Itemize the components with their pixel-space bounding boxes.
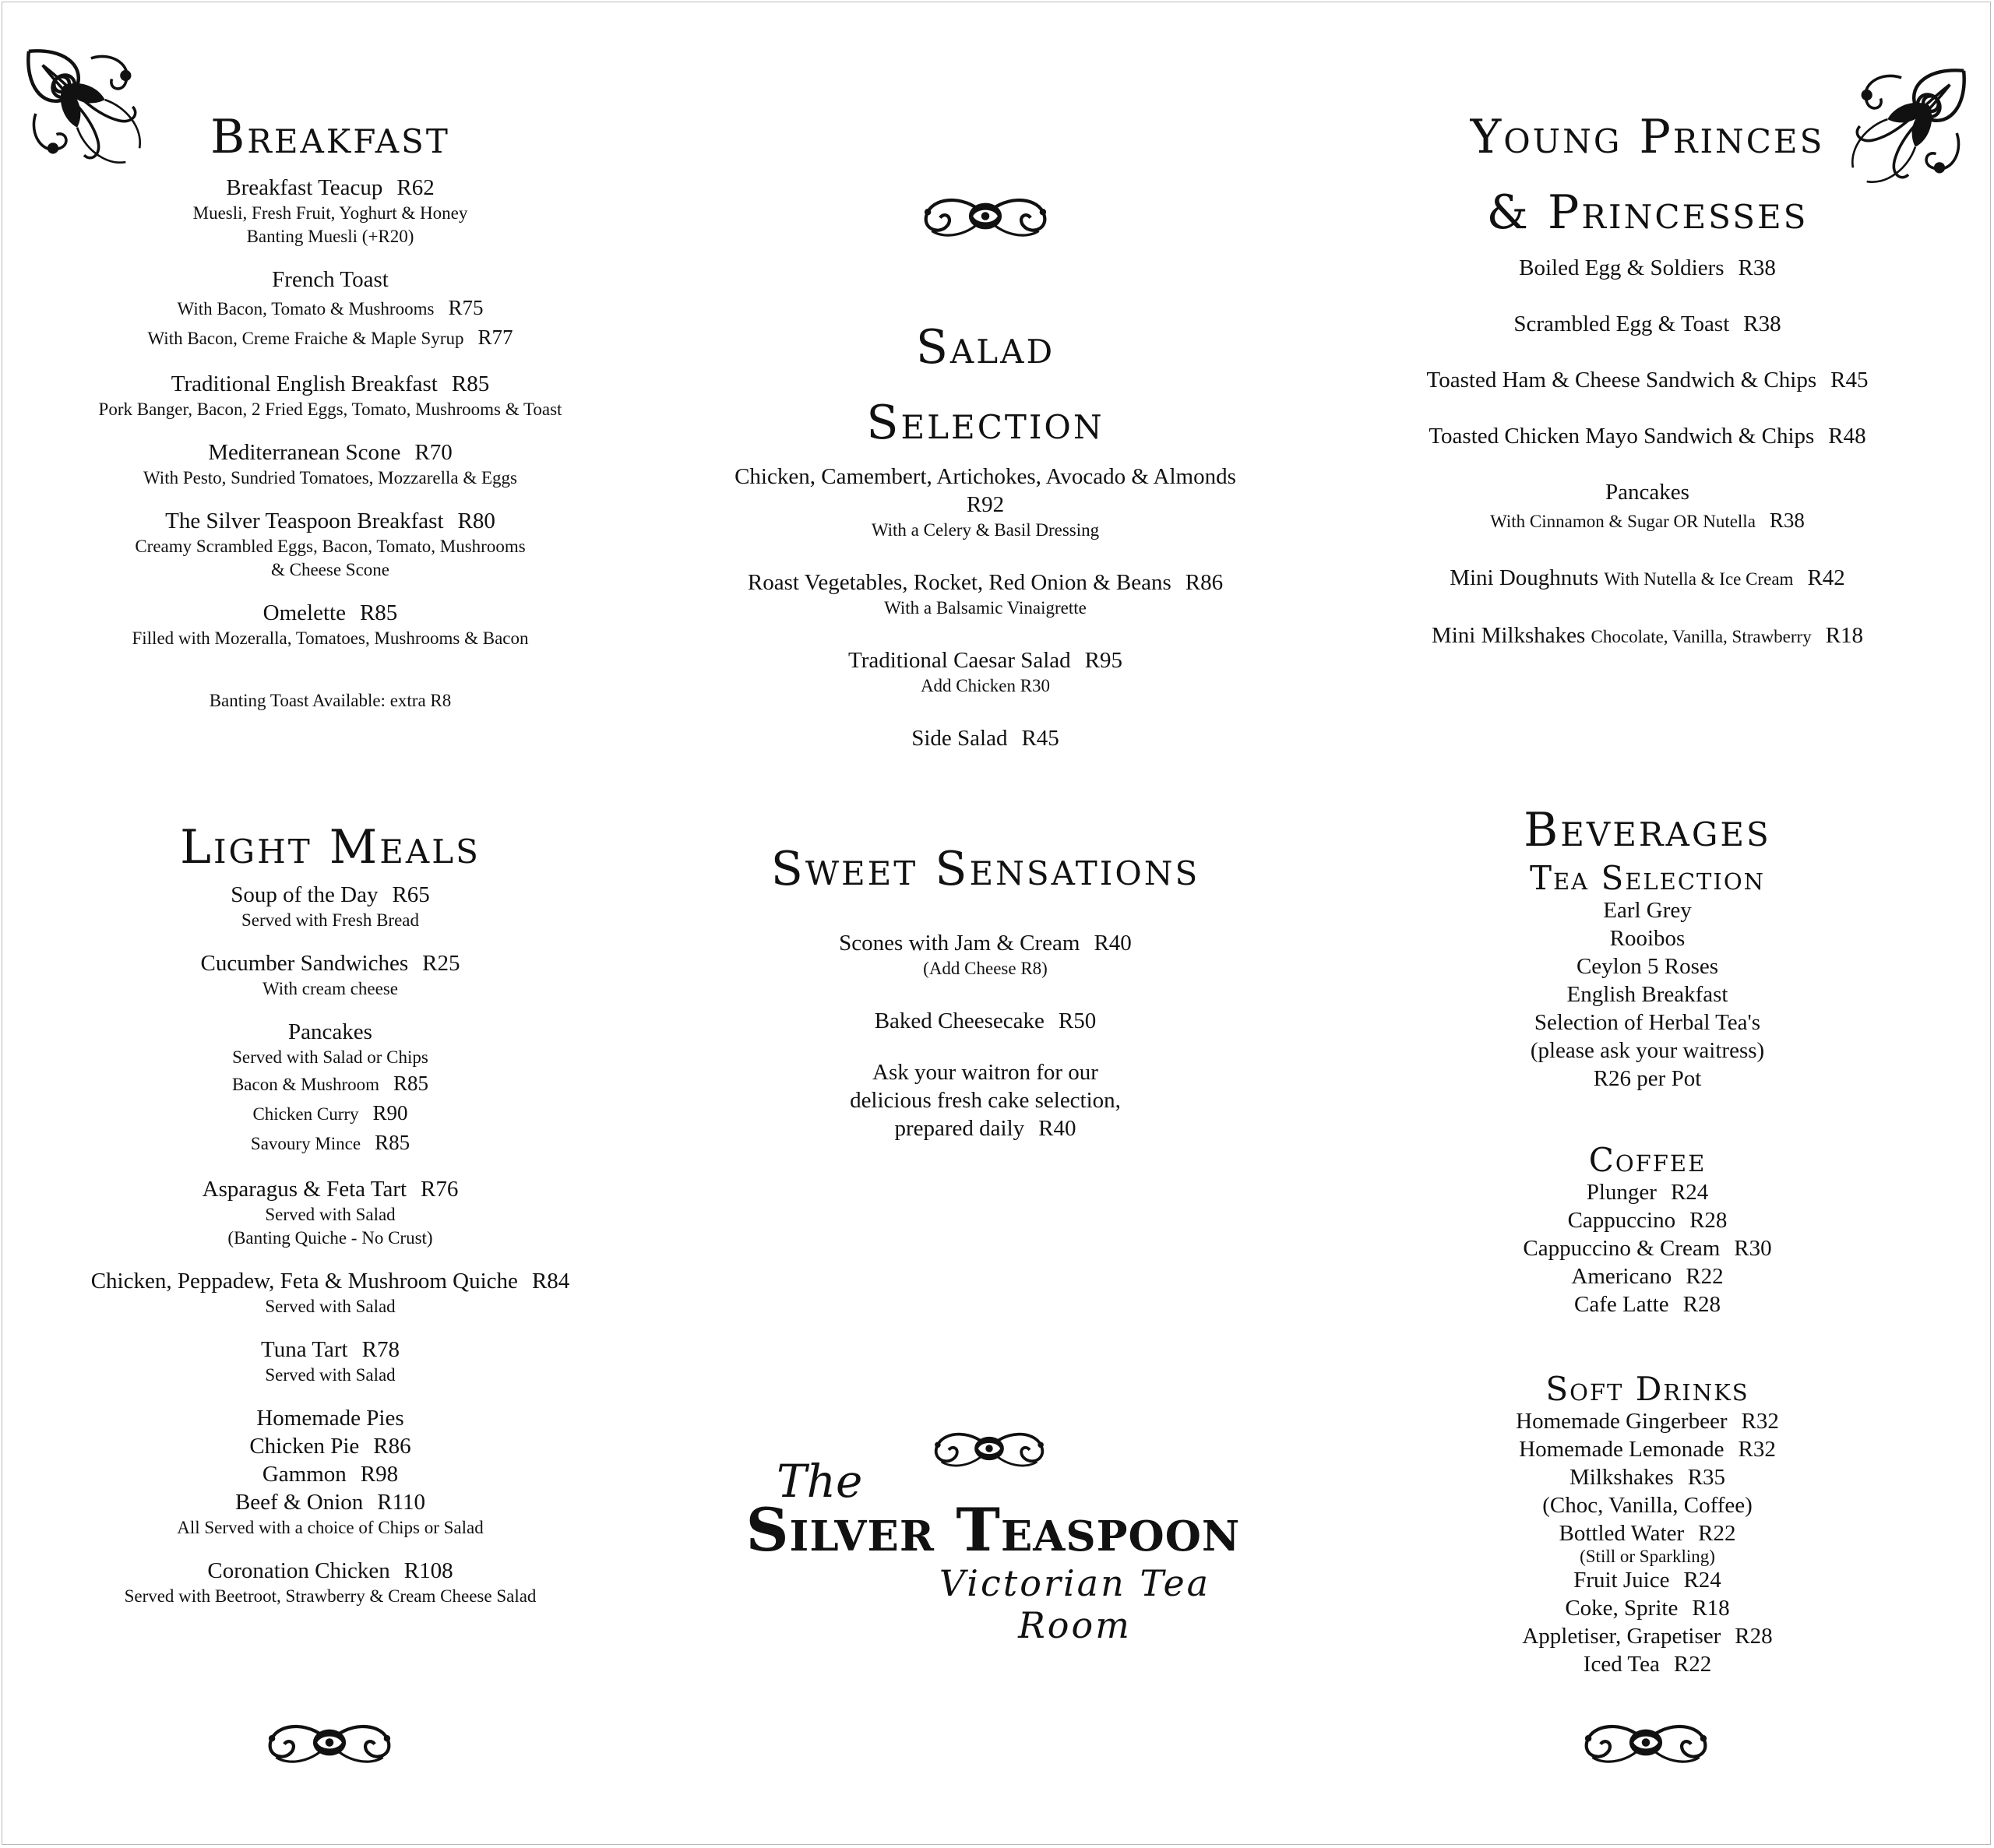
item-name: Cappuccino: [1567, 1208, 1676, 1234]
item-name: Fruit Juice: [1573, 1568, 1670, 1593]
item-name: Iced Tea: [1583, 1652, 1660, 1677]
drink-item: [1363, 1463, 1932, 1491]
beverages-section: [1363, 801, 1932, 1678]
coffee-item: [1363, 1290, 1932, 1318]
drink-item: [1363, 1650, 1932, 1678]
menu-item: [1363, 366, 1932, 394]
item-price: R86: [373, 1433, 411, 1459]
menu-item: [16, 1018, 645, 1158]
item-price: R24: [1683, 1568, 1721, 1593]
menu-item: [1363, 254, 1932, 282]
item-name: Pancakes: [288, 1019, 372, 1044]
item-price: R84: [531, 1268, 570, 1294]
menu-item: [16, 599, 645, 650]
item-price: R28: [1689, 1208, 1728, 1234]
item-name: Scones with Jam & Cream: [839, 930, 1080, 956]
item-name: Pancakes: [1605, 479, 1689, 505]
item-name: Americano: [1571, 1264, 1672, 1290]
menu-item: [1363, 310, 1932, 338]
item-desc: Served with Salad: [265, 1296, 396, 1316]
menu-item: [16, 266, 645, 353]
item-price: R38: [1743, 311, 1781, 336]
salad-heading-line2: Selection: [866, 395, 1104, 450]
item-name: Coke, Sprite: [1565, 1596, 1679, 1621]
item-name: Appletiser, Grapetiser: [1522, 1624, 1721, 1649]
item-price: R40: [1038, 1115, 1076, 1141]
item-name: Cafe Latte: [1574, 1292, 1669, 1318]
drink-item: [1363, 1594, 1932, 1622]
banting-note: Banting Toast Available: extra R8: [209, 690, 452, 710]
item-name: Boiled Egg & Soldiers: [1519, 255, 1724, 280]
menu-item: [678, 463, 1293, 542]
menu-item: [16, 881, 645, 932]
menu-item: [16, 949, 645, 1001]
drink-item: [1363, 1407, 1932, 1435]
item-desc: Served with Salad or Chips: [232, 1047, 428, 1067]
item-name: Omelette: [262, 600, 346, 625]
item-desc: (Add Cheese R8): [923, 958, 1048, 978]
menu-item: [678, 929, 1293, 980]
item-name: Breakfast Teacup: [226, 174, 383, 200]
flourish-divider-icon: [911, 191, 1059, 241]
item-price: R95: [1084, 647, 1122, 673]
salad-section: [678, 318, 1293, 752]
menu-item: [16, 438, 645, 490]
item-price: R48: [1828, 423, 1866, 449]
item-price: R45: [1830, 367, 1869, 392]
menu-item: [1363, 621, 1932, 651]
drink-item: [1363, 1519, 1932, 1547]
item-price: R80: [457, 508, 495, 533]
item-name: The Silver Teaspoon Breakfast: [165, 508, 444, 533]
item-desc: With a Balsamic Vinaigrette: [884, 597, 1087, 618]
logo-the: The: [777, 1455, 863, 1508]
item-name: Soup of the Day: [231, 882, 379, 907]
item-option: Bacon & Mushroom: [231, 1074, 380, 1094]
item-desc: Served with Fresh Bread: [241, 910, 420, 930]
kids-heading-line1: Young Princes: [1470, 110, 1825, 164]
tea-item: Rooibos: [1609, 925, 1686, 951]
item-desc: Pork Banger, Bacon, 2 Fried Eggs, Tomato, Mushrooms & Toast: [98, 399, 562, 419]
drink-item: [1363, 1566, 1932, 1594]
item-option: Beef & Onion: [234, 1489, 364, 1515]
kids-heading-line2: & Princesses: [1486, 185, 1809, 240]
menu-item: [16, 507, 645, 582]
item-price: R77: [477, 325, 513, 349]
item-name: Mediterranean Scone: [208, 439, 401, 465]
menu-item: [16, 1336, 645, 1387]
item-price: R85: [375, 1130, 410, 1154]
item-name: Chicken, Camembert, Artichokes, Avocado & Almonds: [735, 463, 1236, 489]
item-name: Cucumber Sandwiches: [200, 950, 409, 976]
item-price: R62: [396, 174, 435, 200]
item-option: Savoury Mince: [250, 1133, 361, 1153]
soft-drinks-heading: Soft Drinks: [1545, 1370, 1749, 1409]
item-price: R42: [1807, 565, 1845, 590]
item-price: R25: [422, 950, 460, 976]
item-name: Traditional English Breakfast: [171, 371, 438, 396]
cake-line: delicious fresh cake selection,: [850, 1087, 1121, 1113]
item-name: Toasted Ham & Cheese Sandwich & Chips: [1426, 367, 1817, 392]
item-name: Traditional Caesar Salad: [848, 647, 1071, 673]
item-desc: Chocolate, Vanilla, Strawberry: [1591, 626, 1812, 646]
menu-item: [678, 1007, 1293, 1035]
item-option: Chicken Pie: [249, 1433, 360, 1459]
item-name: Tuna Tart: [261, 1336, 348, 1362]
item-desc: Served with Beetroot, Strawberry & Cream Cheese Salad: [124, 1586, 537, 1606]
item-price: R45: [1021, 725, 1059, 751]
item-desc: Banting Muesli (+R20): [246, 226, 414, 246]
item-price: R110: [377, 1489, 426, 1515]
item-price: R92: [966, 491, 1005, 517]
menu-item: [16, 1404, 645, 1540]
item-price: R90: [372, 1100, 408, 1125]
item-price: R85: [451, 371, 490, 396]
item-name: Mini Milkshakes: [1431, 622, 1586, 648]
item-price: R40: [1094, 930, 1132, 956]
menu-item: [1363, 564, 1932, 593]
item-price: R22: [1698, 1521, 1736, 1547]
item-option: With Bacon, Tomato & Mushrooms: [177, 298, 435, 319]
menu-item: [1363, 478, 1932, 536]
kids-section: [1363, 107, 1932, 651]
item-price: R86: [1185, 569, 1224, 595]
item-name: Side Salad: [911, 725, 1008, 751]
cake-note: [678, 1058, 1293, 1142]
item-price: R22: [1673, 1652, 1712, 1677]
menu-item: [1363, 422, 1932, 450]
menu-item: [678, 724, 1293, 752]
tea-item: English Breakfast: [1566, 981, 1728, 1007]
item-name: Cappuccino & Cream: [1523, 1236, 1721, 1262]
item-desc: With Cinnamon & Sugar OR Nutella: [1490, 511, 1756, 531]
item-name: Chicken, Peppadew, Feta & Mushroom Quiche: [90, 1268, 518, 1294]
breakfast-section: [16, 107, 645, 713]
item-name: Baked Cheesecake: [874, 1008, 1045, 1033]
item-price: R65: [392, 882, 430, 907]
tea-item: (please ask your waitress): [1530, 1037, 1765, 1063]
light-meals-section: [16, 818, 645, 1608]
coffee-item: [1363, 1234, 1932, 1262]
item-name: Mini Doughnuts: [1450, 565, 1599, 590]
menu-item: [678, 568, 1293, 620]
menu-item: [16, 1175, 645, 1250]
item-name: Roast Vegetables, Rocket, Red Onion & Beans: [747, 569, 1171, 595]
item-price: R70: [414, 439, 453, 465]
coffee-item: [1363, 1262, 1932, 1290]
item-price: R85: [393, 1071, 429, 1095]
item-price: R98: [360, 1461, 399, 1487]
item-option: Chicken Curry: [252, 1104, 359, 1124]
item-name: Milkshakes: [1569, 1465, 1674, 1491]
item-option: Gammon: [262, 1461, 347, 1487]
item-name: Scrambled Egg & Toast: [1513, 311, 1730, 336]
item-price: R18: [1692, 1596, 1730, 1621]
item-price: R108: [403, 1558, 453, 1583]
flourish-divider-icon: [255, 1717, 403, 1768]
tea-heading: Tea Selection: [1530, 858, 1765, 897]
item-option: With Bacon, Creme Fraiche & Maple Syrup: [147, 328, 464, 348]
item-desc: (Banting Quiche - No Crust): [227, 1227, 433, 1248]
item-price: R24: [1670, 1180, 1709, 1206]
item-name: Homemade Lemonade: [1519, 1437, 1724, 1463]
logo-tagline: Victorian Tea Room: [939, 1562, 1211, 1646]
item-desc: With cream cheese: [262, 978, 399, 998]
item-name: French Toast: [272, 266, 389, 292]
silver-teaspoon-logo: [713, 1425, 1274, 1646]
item-price: R85: [359, 600, 398, 625]
item-price: R38: [1738, 255, 1776, 280]
item-desc: With Pesto, Sundried Tomatoes, Mozzarella & Eggs: [143, 467, 517, 488]
tea-item: Ceylon 5 Roses: [1576, 953, 1719, 979]
item-price: R28: [1682, 1292, 1721, 1318]
item-desc: Filled with Mozeralla, Tomatoes, Mushrooms & Bacon: [132, 628, 529, 648]
menu-item: [16, 174, 645, 248]
item-name: Toasted Chicken Mayo Sandwich & Chips: [1429, 423, 1815, 449]
item-price: R28: [1735, 1624, 1773, 1649]
coffee-heading: Coffee: [1588, 1140, 1707, 1179]
sweet-section: [678, 840, 1293, 1142]
tea-item: Selection of Herbal Tea's: [1534, 1009, 1761, 1035]
item-price: R75: [448, 295, 484, 319]
flourish-divider-icon: [1572, 1717, 1720, 1768]
item-price: R32: [1738, 1437, 1776, 1463]
coffee-item: [1363, 1206, 1932, 1234]
item-desc: Add Chicken R30: [920, 675, 1051, 695]
flourish-divider-icon: [923, 1425, 1055, 1472]
item-desc: All Served with a choice of Chips or Salad: [177, 1517, 484, 1537]
item-price: R76: [421, 1176, 459, 1202]
tea-item: Earl Grey: [1603, 897, 1692, 923]
tea-price: R26 per Pot: [1593, 1065, 1702, 1091]
item-name: Homemade Pies: [256, 1405, 404, 1431]
item-price: R18: [1825, 622, 1864, 648]
item-desc: Served with Salad: [265, 1204, 396, 1224]
drink-item: (Choc, Vanilla, Coffee): [1542, 1493, 1753, 1519]
cake-line: Ask your waitron for our: [872, 1059, 1098, 1085]
item-desc: & Cheese Scone: [270, 559, 389, 579]
item-desc: Creamy Scrambled Eggs, Bacon, Tomato, Mushrooms: [135, 536, 526, 556]
coffee-item: [1363, 1178, 1932, 1206]
item-desc: (Still or Sparkling): [1580, 1547, 1715, 1567]
menu-item: [16, 1267, 645, 1318]
item-desc: Muesli, Fresh Fruit, Yoghurt & Honey: [192, 202, 468, 223]
item-name: Bottled Water: [1559, 1521, 1685, 1547]
item-desc: With a Celery & Basil Dressing: [871, 519, 1100, 540]
item-name: Homemade Gingerbeer: [1516, 1409, 1728, 1434]
item-price: R35: [1687, 1465, 1726, 1491]
item-desc: Served with Salad: [265, 1364, 396, 1385]
salad-heading-line1: Salad: [915, 320, 1055, 375]
sweet-heading: Sweet Sensations: [770, 842, 1200, 896]
item-price: R32: [1741, 1409, 1779, 1434]
item-name: Plunger: [1586, 1180, 1657, 1206]
item-desc: With Nutella & Ice Cream: [1604, 568, 1794, 589]
item-price: R50: [1058, 1008, 1097, 1033]
cake-line: prepared daily: [894, 1115, 1025, 1141]
item-name: Coronation Chicken: [207, 1558, 390, 1583]
menu-item: [678, 646, 1293, 698]
light-meals-heading: Light Meals: [180, 820, 481, 875]
beverages-heading: Beverages: [1524, 803, 1771, 857]
item-price: R22: [1686, 1264, 1724, 1290]
item-price: R78: [361, 1336, 400, 1362]
drink-item: [1363, 1435, 1932, 1463]
breakfast-heading: Breakfast: [210, 110, 450, 164]
drink-item: [1363, 1622, 1932, 1650]
menu-item: [16, 1557, 645, 1608]
logo-name: Silver Teaspoon: [745, 1495, 1241, 1565]
menu-item: [16, 370, 645, 421]
item-price: R38: [1769, 508, 1805, 532]
item-name: Asparagus & Feta Tart: [202, 1176, 407, 1202]
item-price: R30: [1734, 1236, 1772, 1262]
